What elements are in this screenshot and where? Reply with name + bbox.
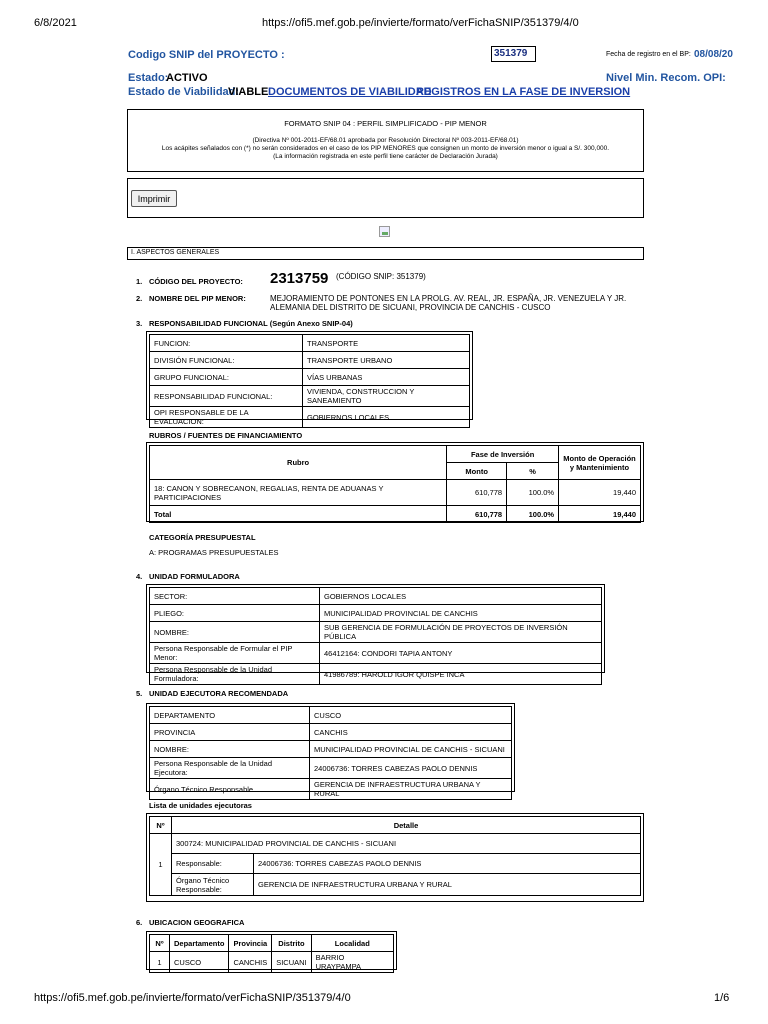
print-url: https://ofi5.mef.gob.pe/invierte/formato/verFichaSNIP/351379/4/0 [262, 17, 579, 29]
table-row: 18: CANON Y SOBRECANON, REGALIAS, RENTA DE ADUANAS Y PARTICIPACIONES 610,778 100.0% 19,440 [150, 480, 641, 506]
lista-unidades-title: Lista de unidades ejecutoras [149, 801, 252, 810]
item4-num: 4. [136, 572, 143, 581]
table-row: PROVINCIA CANCHIS [150, 724, 512, 741]
formato-box [127, 109, 644, 172]
broken-image-icon [379, 226, 390, 237]
table-row: FUNCION: TRANSPORTE [150, 335, 470, 352]
item1-num: 1. [136, 277, 143, 286]
table-row: PLIEGO: MUNICIPALIDAD PROVINCIAL DE CANCHIS [150, 605, 602, 622]
nombre-pip-label: NOMBRE DEL PIP MENOR: [149, 294, 246, 303]
lista-unidades-table [149, 816, 641, 896]
lista-num-header: Nº [150, 817, 172, 834]
table-row: Responsable: 24006736: TORRES CABEZAS PAOLO DENNIS [150, 854, 641, 874]
codigo-snip-value: 351379 [491, 46, 536, 62]
responsabilidad-table [149, 334, 470, 428]
codigo-snip-label: Codigo SNIP del PROYECTO : [128, 49, 285, 61]
table-row: 1 300724: MUNICIPALIDAD PROVINCIAL DE CANCHIS - SICUANI [150, 834, 641, 854]
nombre-pip-line1: MEJORAMIENTO DE PONTONES EN LA PROLG. AV. REAL, JR. ESPAÑA, JR. VENEZUELA Y JR. [270, 294, 627, 303]
table-row: SECTOR: GOBIERNOS LOCALES [150, 588, 602, 605]
estado-label: Estado: [128, 72, 169, 84]
fecha-registro-value: 08/08/20 [694, 49, 733, 60]
table-row: Órgano Técnico Responsable GERENCIA DE INFRAESTRUCTURA URBANA Y RURAL [150, 779, 512, 800]
unidad-formuladora-table [149, 587, 602, 685]
formato-declaracion: (La información registrada en este perfil tiene carácter de Declaración Jurada) [273, 153, 498, 160]
table-row-total: Total 610,778 100.0% 19,440 [150, 506, 641, 523]
table-row: GRUPO FUNCIONAL: VÍAS URBANAS [150, 369, 470, 386]
rubros-table [149, 445, 641, 523]
monto-operacion-header: Monto de Operación y Mantenimiento [559, 446, 641, 480]
codigo-snip-note: (CÓDIGO SNIP: 351379) [336, 272, 426, 281]
nombre-pip-line2: ALEMANIA DEL DISTRITO DE SICUANI, PROVINCIA DE CANCHIS - CUSCO [270, 303, 551, 312]
imprimir-box [127, 178, 644, 218]
table-row: NOMBRE: MUNICIPALIDAD PROVINCIAL DE CANCHIS - SICUANI [150, 741, 512, 758]
formato-acapites: Los acápites señalados con (*) no serán considerados en el caso de los PIP MENORES que consignen un monto de inversión menor o igual a S/. 300,000. [161, 145, 610, 152]
section-aspectos-generales: I. ASPECTOS GENERALES [127, 247, 644, 260]
pct-header: % [507, 463, 559, 480]
unidad-ejecutora-table [149, 706, 512, 800]
table-row: OPI RESPONSABLE DE LA EVALUACION: GOBIERNOS LOCALES [150, 407, 470, 428]
viabilidad-value: VIABLE [228, 86, 269, 98]
estado-value: ACTIVO [166, 72, 208, 84]
categoria-value: A: PROGRAMAS PRESUPUESTALES [149, 548, 279, 557]
table-row: 1 CUSCO CANCHIS SICUANI BARRIO URAYPAMPA [150, 952, 394, 973]
nivel-min-label: Nivel Min. Recom. OPI: [606, 72, 726, 84]
table-row: RESPONSABILIDAD FUNCIONAL: VIVIENDA, CONSTRUCCION Y SANEAMIENTO [150, 386, 470, 407]
rubro-header: Rubro [150, 446, 447, 480]
documentos-viabilidad-link[interactable]: DOCUMENTOS DE VIABILIDAD [268, 86, 432, 98]
table-row: DIVISIÓN FUNCIONAL: TRANSPORTE URBANO [150, 352, 470, 369]
unidad-formuladora-label: UNIDAD FORMULADORA [149, 572, 240, 581]
footer-page: 1/6 [714, 992, 730, 1004]
item5-num: 5. [136, 689, 143, 698]
table-row: DEPARTAMENTO CUSCO [150, 707, 512, 724]
codigo-proyecto-label: CÓDIGO DEL PROYECTO: [149, 277, 243, 286]
codigo-proyecto-value: 2313759 [270, 270, 329, 287]
responsabilidad-funcional-label: RESPONSABILIDAD FUNCIONAL (Según Anexo SNIP-04) [149, 319, 353, 328]
lista-detalle-header: Detalle [172, 817, 641, 834]
fase-inversion-header: Fase de Inversión [447, 446, 559, 463]
table-row: Órgano Técnico Responsable: GERENCIA DE INFRAESTRUCTURA URBANA Y RURAL [150, 874, 641, 896]
unidad-ejecutora-label: UNIDAD EJECUTORA RECOMENDADA [149, 689, 289, 698]
rubros-title: RUBROS / FUENTES DE FINANCIAMIENTO [149, 431, 303, 440]
formato-title: FORMATO SNIP 04 : PERFIL SIMPLIFICADO - PIP MENOR [284, 119, 487, 128]
formato-directiva: (Directiva Nº 001-2011-EF/68.01 aprobada por Resolución Directoral Nº 003-2011-EF/68.01) [252, 137, 519, 144]
viabilidad-label: Estado de Viabilidad: [128, 86, 240, 98]
ubicacion-geografica-label: UBICACION GEOGRAFICA [149, 918, 245, 927]
print-date: 6/8/2021 [34, 17, 77, 29]
item2-num: 2. [136, 294, 143, 303]
table-row: Persona Responsable de la Unidad Ejecutora: 24006736: TORRES CABEZAS PAOLO DENNIS [150, 758, 512, 779]
table-row: Persona Responsable de la Unidad Formuladora: 41986789: HAROLD IGOR QUISPE INCA [150, 664, 602, 685]
table-row: NOMBRE: SUB GERENCIA DE FORMULACIÓN DE PROYECTOS DE INVERSIÓN PÚBLICA [150, 622, 602, 643]
registros-fase-inversion-link[interactable]: REGISTROS EN LA FASE DE INVERSION [416, 86, 631, 98]
item6-num: 6. [136, 918, 143, 927]
monto-header: Monto [447, 463, 507, 480]
fecha-registro-label: Fecha de registro en el BP: [606, 51, 691, 58]
imprimir-button[interactable]: Imprimir [131, 190, 177, 207]
ubicacion-table: Nº Departamento Provincia Distrito Localidad 1 CUSCO CANCHIS SICUANI BARRIO URAYPAMPA [149, 934, 394, 973]
table-row: Persona Responsable de Formular el PIP Menor: 46412164: CONDORI TAPIA ANTONY [150, 643, 602, 664]
footer-url: https://ofi5.mef.gob.pe/invierte/formato/verFichaSNIP/351379/4/0 [34, 992, 351, 1004]
categoria-title: CATEGORÍA PRESUPUESTAL [149, 533, 256, 542]
item3-num: 3. [136, 319, 143, 328]
